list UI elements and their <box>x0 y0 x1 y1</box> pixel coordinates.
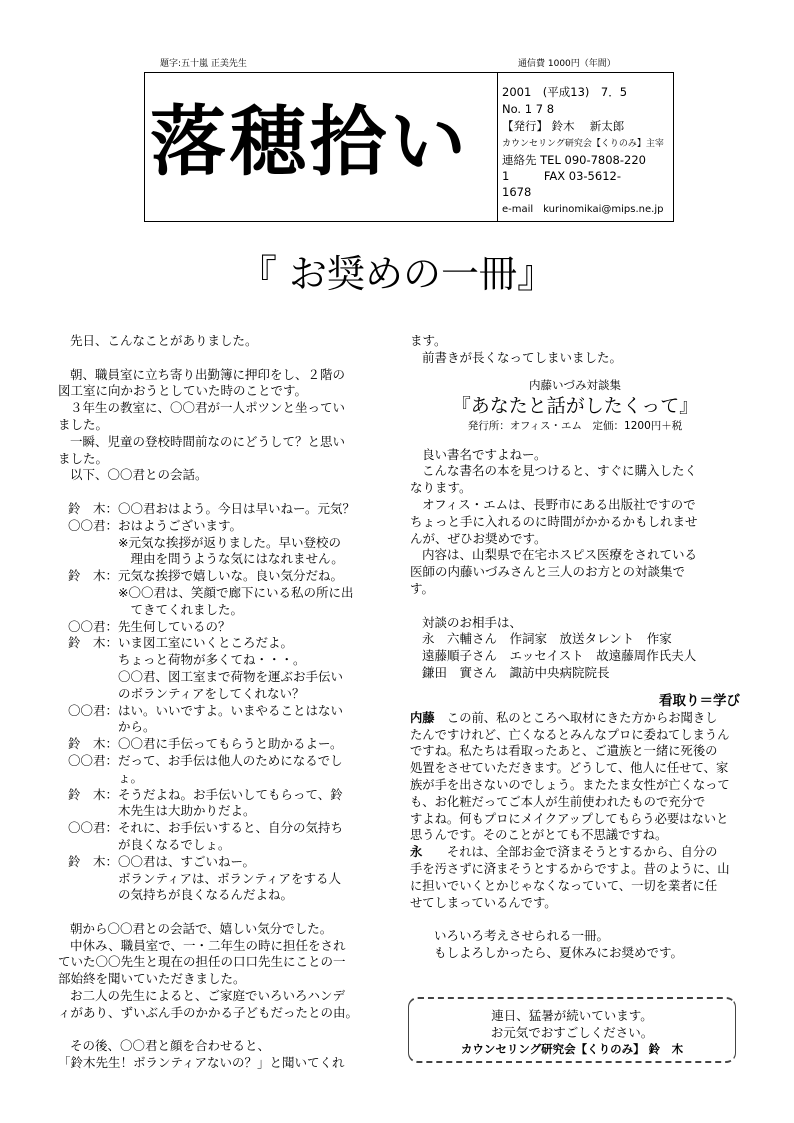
organization-line: カウンセリング研究会【くりのみ】主宰 <box>502 139 664 149</box>
dialog-text: 先生何しているの？ <box>118 618 231 634</box>
interview-text: も、お化粧だってご本人が生前使われたもので充分で <box>410 794 706 809</box>
closing-signature: カウンセリング研究会【くりのみ】 鈴 木 <box>460 1042 684 1056</box>
dialog-text: おはようございます。 <box>118 517 243 533</box>
closing-line: お元気でおすごしください。 <box>490 1025 654 1040</box>
paragraph-line: 前書きが長くなってしまいました。 <box>422 349 623 365</box>
paragraph-line: ていた〇〇先生と現在の担任の口口先生にことの一 <box>58 954 346 970</box>
dialog-continuation: 理由を問うような気にはなれません。 <box>118 551 344 567</box>
publisher-line: 【発行】 鈴木 新太郎 <box>502 119 625 133</box>
section-heading: 看取り＝学び <box>659 692 740 709</box>
left-column <box>58 333 388 1072</box>
dialog-speaker: 鈴 木： <box>67 736 118 752</box>
contact-tel: 連絡先 TEL 090-7808-220 <box>502 153 646 167</box>
paragraph-line: その後、〇〇君と顔を合わせると、 <box>70 1038 271 1054</box>
paragraph-line: 一瞬、児童の登校時間前なのにどうして？と思い <box>70 433 346 449</box>
paragraph-line: オフィス・エムは、長野市にある出版社ですので <box>422 496 696 512</box>
dialog-continuation: ちょっと荷物が多くてね・・・。 <box>118 652 306 668</box>
dialog-row <box>58 787 388 804</box>
book-subtitle: 内藤いづみ対談集 <box>529 377 621 392</box>
masthead-divider <box>497 72 498 222</box>
dialog-speaker: 鈴 木： <box>67 635 118 651</box>
paragraph-line: す。 <box>410 580 435 596</box>
paragraph-line: んが、ぜひお奨めです。 <box>410 530 547 546</box>
dialog-continuation: ※〇〇君は、笑顔で廊下にいる私の所に出 <box>118 584 354 600</box>
interview-text: それは、全部お金で済まそうとするから、自分の <box>422 845 718 860</box>
dialog-speaker: 鈴 木： <box>67 568 118 584</box>
right-column <box>410 333 740 962</box>
dialog-continuation: てきてくれました。 <box>118 601 244 617</box>
dialog-row <box>58 820 388 837</box>
paragraph-line: 「鈴木先生！ボランティアないの？」と聞いてくれ <box>58 1055 345 1071</box>
issue-number: No. 1 7 8 <box>502 102 555 116</box>
paragraph-line: ました。 <box>58 450 109 466</box>
subscription-fee: 通信費 1000円（年間） <box>518 59 616 69</box>
interview-text: に担いでいくとかじゃなくなっていて、一切を業者に任 <box>410 878 718 893</box>
paragraph-line: ます。 <box>410 333 447 348</box>
paragraph-line: なります。 <box>410 480 472 496</box>
paragraph-line: お二人の先生によると、ご家庭でいろいろハンデ <box>70 988 346 1004</box>
dialog-speaker: 〇〇君： <box>67 702 118 718</box>
paragraph-line: 以下、〇〇君との会話。 <box>70 467 208 483</box>
paragraph-line: いろいろ考えさせられる一冊。 <box>434 928 610 944</box>
interview-text: 族が手を出さないのでしょう。またたま女性が亡くなって <box>410 777 730 792</box>
speaker-label: 永 <box>410 845 423 860</box>
dialog-block <box>58 501 388 904</box>
interview-text: すよね。何もプロにメイクアップしてもらう必要はないと <box>410 811 729 826</box>
paragraph-line: 内容は、山梨県で在宅ホスピス医療をされている <box>422 547 698 563</box>
paragraph-line: ィがあり、ずいぶん手のかかる子どもだったとの由。 <box>58 1004 359 1020</box>
interview-text: 手を汚さずに済まそうとするからですよ。昔のように、山 <box>410 861 730 876</box>
dialog-continuation: のボランティアをしてくれない？ <box>118 685 305 701</box>
calligraphy-credit: 題字:五十嵐 正美先生 <box>160 59 247 69</box>
dialog-speaker: 〇〇君： <box>67 752 118 768</box>
paragraph-line: 医師の内藤いづみさんと三人のお方との対談集で <box>410 564 686 580</box>
dialog-row <box>58 635 388 652</box>
dialog-text: はい。いいですよ。いまやることはない <box>118 702 344 718</box>
dialog-row <box>58 518 388 535</box>
book-title: 『あなたと話がしたくって』 <box>451 394 699 417</box>
interview-text: 処置をさせていただきます。どうして、他人に任せて、家 <box>410 761 729 776</box>
interview-text: この前、私のところへ取材にきた方からお聞きし <box>434 710 718 725</box>
dialog-text: 〇〇君おはよう。今日は早いねー。元気？ <box>118 500 356 516</box>
issue-date: 2001 (平成13) 7．5 <box>502 85 628 99</box>
paragraph-line: ちょっと手に入れるのに時間がかかるかもしれませ <box>410 513 698 529</box>
partner-item: 遠藤順子さん エッセイスト 故遠藤周作氏夫人 <box>422 648 697 664</box>
interview-text: たんですけれど、亡くなるとみんなプロに委ねてしまうん <box>410 727 730 742</box>
dialog-row <box>58 753 388 770</box>
closing-message-box <box>408 997 736 1063</box>
dialog-continuation: が良くなるでしょ。 <box>118 836 231 852</box>
paragraph-line: 良い書名ですよねー。 <box>422 446 547 462</box>
paragraph-line: 図工室に向かおうとしていた時のことです。 <box>58 383 308 399</box>
paragraph-line: 中休み、職員室で、一・二年生の時に担任をされ <box>70 937 346 953</box>
paragraph-line: 朝、職員室に立ち寄り出勤簿に押印をし、２階の <box>70 366 346 382</box>
contact-email: e-mail kurinomikai@mips.ne.jp <box>502 204 664 215</box>
dialog-text: 〇〇君に手伝ってもらうと助かるよー。 <box>118 736 343 752</box>
interview-block <box>410 710 740 912</box>
interview-text: ですね。私たちは看取ったあと、ご遺族と一緒に死後の <box>410 744 718 759</box>
dialog-continuation: ボランティアは、ボランティアをする人 <box>118 870 342 886</box>
dialog-speaker: 〇〇君： <box>67 820 118 836</box>
contact-fax-cont: 1678 <box>502 185 532 199</box>
paragraph-line: もしよろしかったら、夏休みにお奨めです。 <box>434 944 684 960</box>
dialog-continuation: から。 <box>118 719 156 735</box>
dialog-speaker: 〇〇君： <box>67 618 118 634</box>
newsletter-logo: 落穂拾い <box>150 97 470 186</box>
dialog-continuation: 木先生は大助かりだよ。 <box>118 803 256 819</box>
dialog-continuation: ょ。 <box>118 769 144 785</box>
paragraph-line: 先日、こんなことがありました。 <box>70 333 258 348</box>
paragraph-line: こんな書名の本を見つけると、すぐに購入したく <box>422 463 698 479</box>
dialog-text: そうだよね。お手伝いしてもらって、鈴 <box>118 786 343 802</box>
contact-fax: 1 FAX 03-5612- <box>502 169 621 183</box>
partner-item: 鎌田 實さん 諏訪中央病院院長 <box>422 664 610 680</box>
paragraph-line: 朝から〇〇君との会話で、嬉しい気分でした。 <box>70 920 333 936</box>
interview-text: 思うんです。そのことがとても不思議ですね。 <box>410 828 668 843</box>
dialog-speaker: 鈴 木： <box>67 853 118 869</box>
paragraph-line: ３年生の教室に、〇〇君が一人ポツンと坐ってい <box>70 400 346 416</box>
dialog-speaker: 鈴 木： <box>67 786 118 802</box>
speaker-label: 内藤 <box>410 710 435 725</box>
interview-text: せてしまっているんです。 <box>410 895 557 910</box>
paragraph-line: 対談のお相手は、 <box>422 614 523 630</box>
dialog-row <box>58 703 388 720</box>
dialog-row <box>58 501 388 518</box>
dialog-speaker: 〇〇君： <box>67 517 118 533</box>
closing-line: 連日、猛暑が続いています。 <box>491 1008 653 1023</box>
dialog-text: 〇〇君は、すごいねー。 <box>118 853 256 869</box>
partner-item: 永 六輔さん 作詞家 放送タレント 作家 <box>422 631 672 647</box>
dialog-continuation: 〇〇君、図工室まで荷物を運ぶお手伝い <box>118 668 344 684</box>
dialog-continuation: ※元気な挨拶が返りました。早い登校の <box>118 534 341 550</box>
book-publisher: 発行所：オフィス・エム 定価：1200円＋税 <box>467 419 683 432</box>
dialog-row <box>58 854 388 871</box>
dialog-row <box>58 736 388 753</box>
dialog-text: いま図工室にいくところだよ。 <box>118 635 294 651</box>
dialog-row <box>58 619 388 636</box>
dialog-text: 元気な挨拶で嬉しいな。良い気分だね。 <box>118 568 344 584</box>
paragraph-line: ました。 <box>58 416 109 432</box>
paragraph-line: 部始終を聞いていただきました。 <box>58 971 246 987</box>
dialog-speaker: 鈴 木： <box>67 500 118 516</box>
dialog-row <box>58 568 388 585</box>
page-title: 『 お奨めの一冊』 <box>238 252 556 296</box>
dialog-text: それに、お手伝いすると、自分の気持ち <box>118 820 344 836</box>
dialog-continuation: の気持ちが良くなるんだよね。 <box>118 887 294 903</box>
dialog-text: だって、お手伝は他人のためになるでし <box>118 752 343 768</box>
